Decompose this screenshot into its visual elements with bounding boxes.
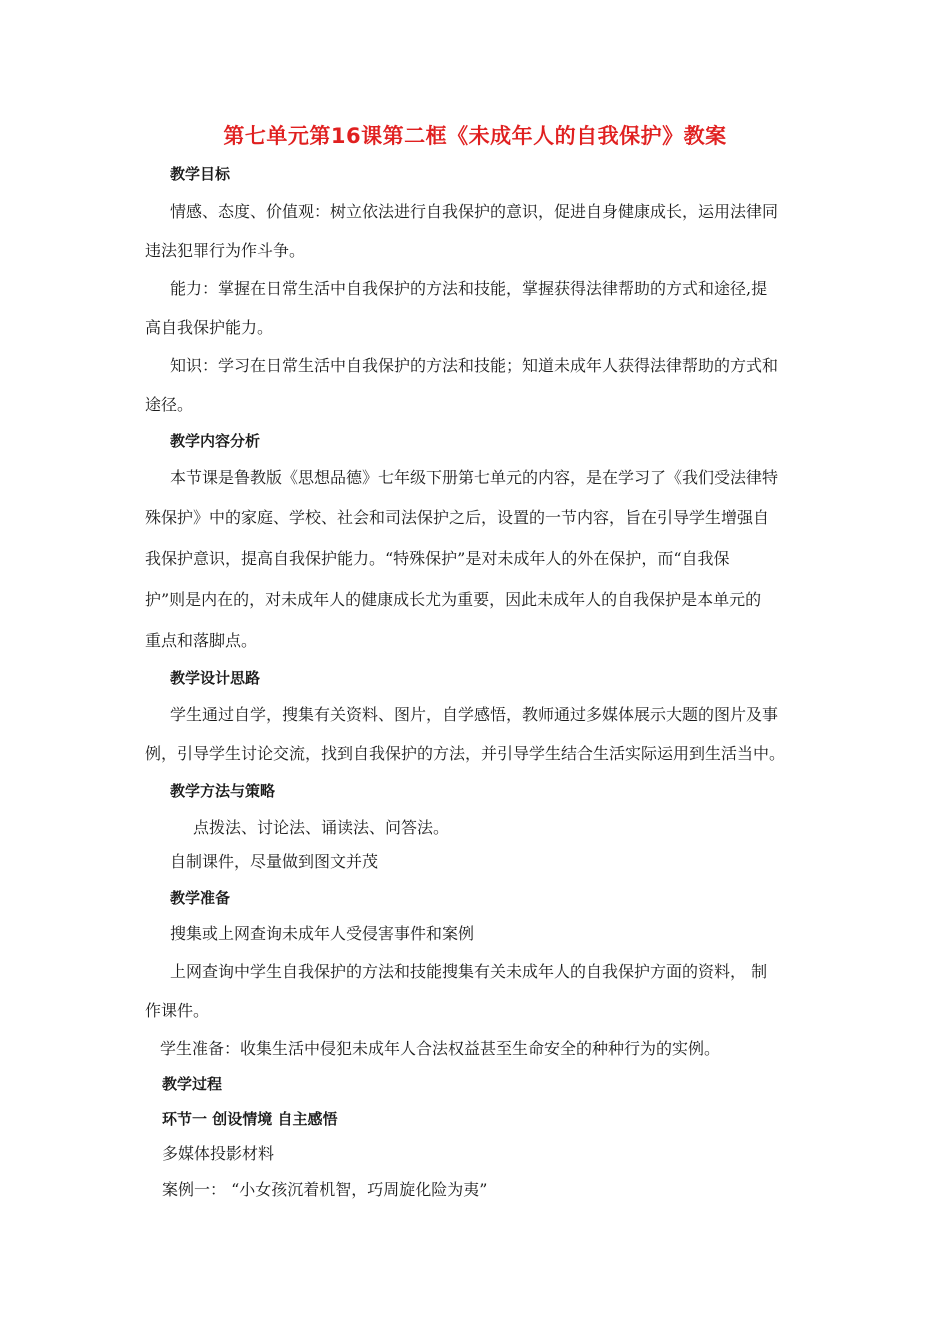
paragraph-line: 违法犯罪行为作斗争。 [145,241,306,260]
paragraph-line: 案例一： “小女孩沉着机智，巧周旋化险为夷” [162,1180,488,1199]
paragraph-line: 途径。 [145,395,194,414]
document-title: 第七单元第16课第二框《未成年人的自我保护》教案 [223,124,727,148]
paragraph-line: 作课件。 [145,1001,210,1020]
paragraph-line: 本节课是鲁教版《思想品德》七年级下册第七单元的内容，是在学习了《我们受法律特 [170,468,779,487]
heading-methods: 教学方法与策略 [170,782,276,800]
paragraph-line: 知识：学习在日常生活中自我保护的方法和技能；知道未成年人获得法律帮助的方式和 [170,356,779,375]
heading-design-ideas: 教学设计思路 [170,669,261,687]
paragraph-line: 点拨法、讨论法、诵读法、问答法。 [193,818,450,837]
paragraph-line: 护”则是内在的，对未成年人的健康成长尤为重要，因此未成年人的自我保护是本单元的 [145,590,762,609]
paragraph-line: 例，引导学生讨论交流，找到自我保护的方法，并引导学生结合生活实际运用到生活当中。 [145,744,786,763]
paragraph-line: 自制课件，尽量做到图文并茂 [170,852,379,871]
paragraph-line: 搜集或上网查询未成年人受侵害事件和案例 [170,924,475,943]
paragraph-line: 学生准备：收集生活中侵犯未成年人合法权益甚至生命安全的种种行为的实例。 [160,1039,721,1058]
paragraph-line: 重点和落脚点。 [145,631,258,650]
paragraph-line: 情感、态度、价值观：树立依法进行自我保护的意识，促进自身健康成长，运用法律同 [170,202,779,221]
paragraph-line: 殊保护》中的家庭、学校、社会和司法保护之后，设置的一节内容，旨在引导学生增强自 [145,508,770,527]
heading-teaching-goals: 教学目标 [170,165,231,183]
paragraph-line: 高自我保护能力。 [145,318,274,337]
heading-preparation: 教学准备 [170,889,231,907]
paragraph-line: 我保护意识，提高自我保护能力。“特殊保护”是对未成年人的外在保护，而“自我保 [145,549,730,568]
paragraph-line: 上网查询中学生自我保护的方法和技能搜集有关未成年人的自我保护方面的资料， 制 [170,962,768,981]
paragraph-line: 学生通过自学，搜集有关资料、图片，自学感悟，教师通过多媒体展示大题的图片及事 [170,705,779,724]
heading-process: 教学过程 [162,1075,223,1093]
paragraph-line: 多媒体投影材料 [162,1144,275,1163]
paragraph-line: 能力：掌握在日常生活中自我保护的方法和技能，掌握获得法律帮助的方式和途径,提 [170,279,768,298]
heading-step-one: 环节一 创设情境 自主感悟 [162,1110,338,1128]
heading-content-analysis: 教学内容分析 [170,432,261,450]
